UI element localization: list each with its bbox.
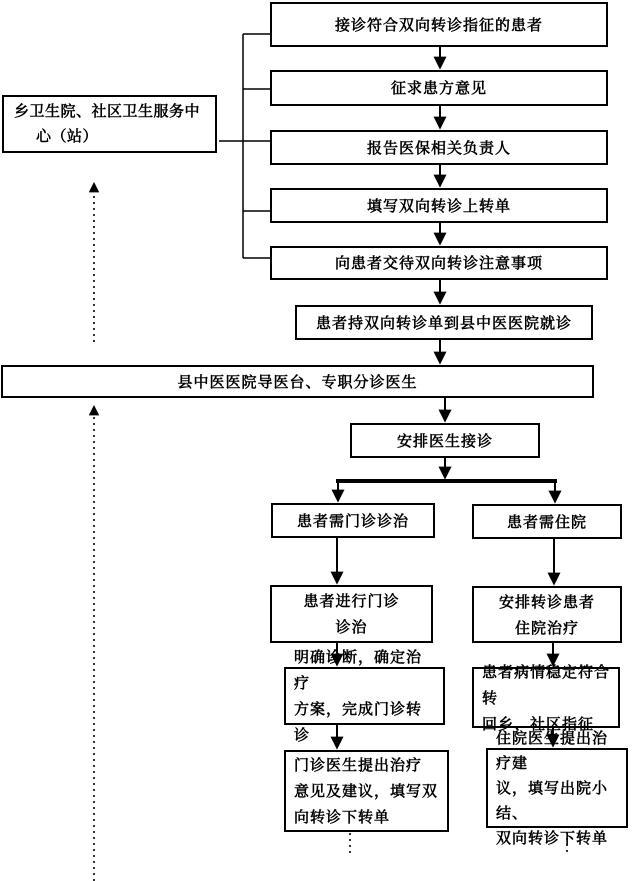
box-outpatient-doctor-advice [284, 750, 449, 832]
box-label: 向患者交待双向转诊注意事项 [334, 254, 543, 272]
box-inpatient-needed [472, 504, 622, 539]
box-inpatient-doctor-advice [486, 728, 628, 847]
box-label-line: 患者病情稳定符合转 [482, 662, 611, 707]
box-label-line: 门诊医生提出治疗 [294, 756, 423, 774]
box-label: 患者持双向转诊单到县中医医院就诊 [315, 313, 572, 332]
box-label-line: 方案，完成门诊转诊 [294, 700, 423, 744]
box-township-center [2, 95, 217, 153]
box-label-line: 议，填写出院小结、 [496, 778, 609, 822]
box-label: 安排医生接诊 [396, 431, 493, 450]
box-condition-stable [472, 662, 620, 733]
box-seek-patient-opinion [270, 70, 608, 106]
box-label-line: 住院治疗 [514, 618, 579, 637]
box-label-line: 向转诊下转单 [294, 808, 391, 826]
box-label: 患者需门诊诊治 [296, 511, 409, 530]
box-label: 患者需住院 [506, 512, 587, 531]
box-report-insurance [270, 130, 608, 165]
box-label: 报告医保相关负责人 [366, 138, 511, 157]
box-label-line: 乡卫生院、社区卫生服务中 [14, 102, 201, 120]
tree-connectors [219, 34, 270, 258]
box-label: 填写双向转诊上转单 [366, 196, 511, 215]
box-label-line: 安排转诊患者 [498, 592, 595, 611]
box-label-line: 诊治 [335, 618, 368, 636]
box-diagnosis-plan [284, 648, 445, 744]
box-fill-referral-form [270, 188, 608, 223]
box-explain-referral-notes [270, 246, 608, 280]
box-label-line: 住院医生提出治疗建 [496, 728, 609, 772]
box-label-line: 意见及建议，填写双 [294, 782, 439, 800]
box-arrange-hospitalization [472, 586, 622, 643]
box-label-line: 患者进行门诊 [303, 592, 400, 610]
box-label: 县中医医院导医台、专职分诊医生 [177, 372, 418, 391]
box-outpatient-treatment [270, 585, 433, 643]
box-label: 征求患方意见 [390, 79, 487, 97]
box-label: 接诊符合双向转诊指征的患者 [334, 15, 543, 34]
box-receive-patient [270, 2, 608, 47]
box-assign-doctor [350, 423, 540, 458]
box-label-line: 心（站） [36, 127, 99, 145]
box-guide-desk-triage [1, 365, 594, 398]
box-label-line: 回乡、社区指征 [482, 714, 595, 733]
box-go-county-hospital [295, 305, 593, 340]
box-outpatient-needed [271, 503, 435, 538]
box-label-line: 双向转诊下转单 [496, 828, 609, 847]
box-label-line: 明确诊断，确定治疗 [294, 648, 423, 692]
